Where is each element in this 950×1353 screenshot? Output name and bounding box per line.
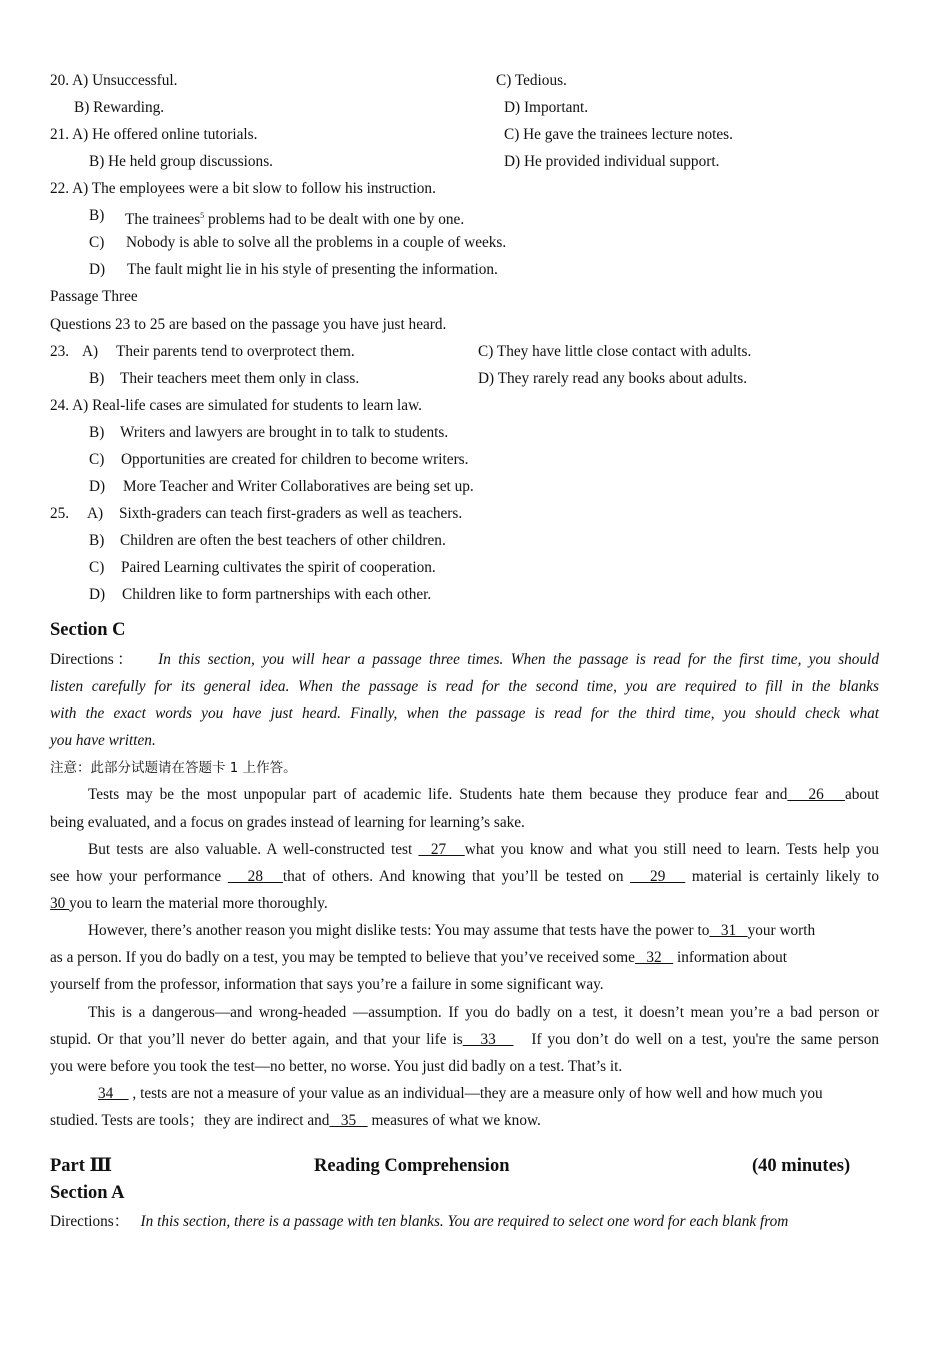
q21-option-a: 21. A) He offered online tutorials. xyxy=(50,126,258,143)
q23-label-b: B) xyxy=(89,370,105,387)
q22-b-post: problems had to be dealt with one by one. xyxy=(204,211,465,229)
part-time: (40 minutes) xyxy=(752,1156,851,1176)
blank-29: 29 xyxy=(630,868,686,885)
blank-30: 30 xyxy=(50,895,70,912)
part-title: Reading Comprehension xyxy=(314,1156,510,1176)
text: that of others. And knowing that you’ll be tested on xyxy=(282,868,631,885)
q22-option-d: The fault might lie in his style of presenting the information. xyxy=(127,261,498,278)
text: measures of what we know. xyxy=(367,1112,541,1129)
text: Tests may be the most unpopular part of academic life. Students hate them because they produce fear and xyxy=(88,786,788,803)
q22-option-a: 22. A) The employees were a bit slow to follow his instruction. xyxy=(50,180,436,197)
q25-label-b: B) xyxy=(89,532,105,549)
text: being evaluated, and a focus on grades instead of learning for learning’s sake. xyxy=(50,814,525,831)
q22-label-d: D) xyxy=(89,261,106,278)
q20-option-b: B) Rewarding. xyxy=(74,99,165,116)
q24-label-b: B) xyxy=(89,424,105,441)
blank-33: 33 xyxy=(462,1031,514,1048)
passage-three-intro: Questions 23 to 25 are based on the passage you have just heard. xyxy=(50,316,447,333)
blank-32: 32 xyxy=(634,949,674,966)
text: what you know and what you still need to learn. Tests help you xyxy=(464,841,880,858)
passage-three-title: Passage Three xyxy=(50,288,138,305)
q22-option-c: Nobody is able to solve all the problems in a couple of weeks. xyxy=(126,234,507,251)
q23-label-a: A) xyxy=(82,343,99,360)
text: studied. Tests are tools；they are indirect and xyxy=(50,1112,330,1129)
q22-b-sup: 5 xyxy=(200,211,205,220)
section-a-title: Section A xyxy=(50,1183,125,1203)
section-a-directions xyxy=(50,1213,788,1231)
text: material is certainly likely to xyxy=(685,868,880,885)
q20-option-a: 20. A) Unsuccessful. xyxy=(50,72,178,89)
q21-option-b: B) He held group discussions. xyxy=(89,153,273,170)
q25-label-d: D) xyxy=(89,586,106,603)
text: If you don’t do well on a test, you're the same person xyxy=(513,1031,879,1048)
q22-option-b xyxy=(125,207,464,229)
q25-label-a: A) xyxy=(87,505,104,522)
q22-b-pre: The trainees xyxy=(125,211,201,229)
blank-34: 34 xyxy=(98,1085,129,1102)
answer-sheet-note: 注意：此部分试题请在答题卡 1 上作答。 xyxy=(50,760,297,776)
q25-number: 25. xyxy=(50,505,70,522)
q21-option-c: C) He gave the trainees lecture notes. xyxy=(504,126,733,143)
text: see how your performance xyxy=(50,868,228,885)
q24-option-d: More Teacher and Writer Collaboratives are being set up. xyxy=(123,478,474,495)
directions-line: you have written. xyxy=(50,732,156,749)
blank-27: 27 xyxy=(418,841,465,858)
text: information about xyxy=(673,949,788,966)
blank-35: 35 xyxy=(329,1112,368,1129)
text: This is a dangerous—and wrong-headed —assumption. If you do badly on a test, it doesn’t mean you’re a bad person or xyxy=(88,1004,879,1021)
directions-line: In this section, you will hear a passage three times. When the passage is read for the first time, you should xyxy=(158,651,879,668)
text: as a person. If you do badly on a test, you may be tempted to believe that you’ve received some xyxy=(50,949,635,966)
q20-option-d: D) Important. xyxy=(504,99,589,116)
directions-line: with the exact words you have just heard. Finally, when the passage is read for the third time, you should check what xyxy=(50,705,879,722)
directions-label: Directions： xyxy=(50,1213,130,1230)
text: yourself from the professor, information that says you’re a failure in some significant way. xyxy=(50,976,604,993)
directions-line: listen carefully for its general idea. When the passage is read for the second time, you are required to fill in the blanks xyxy=(50,678,879,695)
q25-label-c: C) xyxy=(89,559,105,576)
text: However, there’s another reason you might dislike tests: You may assume that tests have the power to xyxy=(88,922,710,939)
q23-option-d: D) They rarely read any books about adults. xyxy=(478,370,748,387)
q22-label-c: C) xyxy=(89,234,105,251)
blank-31: 31 xyxy=(709,922,748,939)
directions-text: In this section, there is a passage with ten blanks. You are required to select one word for each blank from xyxy=(140,1213,789,1230)
q24-label-c: C) xyxy=(89,451,105,468)
q25-option-a: Sixth-graders can teach first-graders as well as teachers. xyxy=(119,505,463,522)
q25-option-d: Children like to form partnerships with each other. xyxy=(122,586,432,603)
q25-option-c: Paired Learning cultivates the spirit of cooperation. xyxy=(121,559,436,576)
q24-option-b: Writers and lawyers are brought in to talk to students. xyxy=(120,424,449,441)
text: you were before you took the test—no better, no worse. You just did badly on a test. That’s it. xyxy=(50,1058,623,1075)
q21-option-d: D) He provided individual support. xyxy=(504,153,720,170)
section-c-title: Section C xyxy=(50,620,126,640)
q24-option-a: 24. A) Real-life cases are simulated for students to learn law. xyxy=(50,397,422,414)
part-number: Part Ⅲ xyxy=(50,1156,113,1176)
q22-label-b: B) xyxy=(89,207,105,224)
text: , tests are not a measure of your value as an individual—they are a measure only of how well and how much you xyxy=(128,1085,823,1102)
q23-option-a: Their parents tend to overprotect them. xyxy=(116,343,355,360)
q23-option-c: C) They have little close contact with adults. xyxy=(478,343,752,360)
q23-number: 23. xyxy=(50,343,70,360)
q25-option-b: Children are often the best teachers of other children. xyxy=(120,532,446,549)
q20-option-c: C) Tedious. xyxy=(496,72,567,89)
blank-26: 26 xyxy=(787,786,845,803)
text: your worth xyxy=(747,922,816,939)
text: stupid. Or that you’ll never do better again, and that your life is xyxy=(50,1031,463,1048)
q24-option-c: Opportunities are created for children to become writers. xyxy=(121,451,469,468)
text: about xyxy=(844,786,879,803)
directions-label: Directions： xyxy=(50,651,137,668)
q23-option-b: Their teachers meet them only in class. xyxy=(120,370,360,387)
q24-label-d: D) xyxy=(89,478,106,495)
text: you to learn the material more thoroughly. xyxy=(69,895,328,912)
blank-28: 28 xyxy=(227,868,283,885)
text: But tests are also valuable. A well-constructed test xyxy=(88,841,419,858)
